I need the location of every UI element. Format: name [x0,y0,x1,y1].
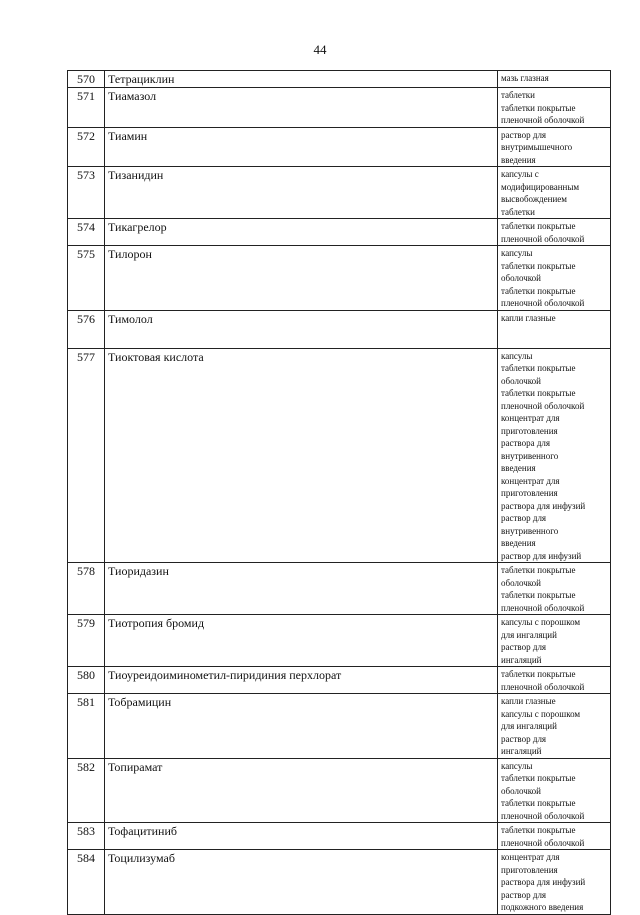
row-number: 584 [68,850,105,915]
dosage-form-line: таблетки [501,90,536,100]
dosage-form-line: введения [501,154,536,165]
dosage-form-line: модифицированным [501,181,580,192]
drug-name: Топирамат [105,758,498,823]
dosage-form-line: приготовления [501,425,558,436]
dosage-form-line: раствор для [501,513,547,523]
dosage-form-line: капсулы с порошком [501,708,581,719]
dosage-form-line: приготовления [501,864,558,875]
row-number: 576 [68,310,105,348]
dosage-form-line: таблетки [501,206,536,217]
drug-name: Тимолол [105,310,498,348]
table-row [68,246,611,311]
dosage-forms [498,71,611,88]
dosage-forms [498,310,611,348]
dosage-form-line: ингаляций [501,654,542,665]
drug-name: Тиоуреидоиминометил-пиридиния перхлорат [105,667,498,694]
row-number: 570 [68,71,105,88]
dosage-form-line: концентрат для [501,852,560,862]
table-row [68,127,611,167]
dosage-form-line: пленочной оболочкой [501,115,585,125]
dosage-form-line: концентрат для [501,475,560,486]
dosage-form-line: таблетки покрытые [501,565,576,575]
dosage-forms [498,167,611,219]
row-number: 579 [68,615,105,667]
dosage-form-line: таблетки покрытые [501,773,576,783]
dosage-form-line: пленочной оболочкой [501,681,585,692]
dosage-forms [498,127,611,167]
dosage-form-line: раствора для инфузий [501,500,586,511]
table-row [68,694,611,759]
table-row [68,71,611,88]
dosage-form-line: мазь глазная [501,73,549,83]
page-number: 44 [313,42,327,57]
dosage-form-line: оболочкой [501,273,541,283]
row-number: 577 [68,348,105,563]
dosage-form-line: раствора для инфузий [501,877,586,887]
dosage-form-line: пленочной оболочкой [501,298,585,308]
dosage-form-line: таблетки покрытые [501,285,576,296]
table-row [68,667,611,694]
row-number: 575 [68,246,105,311]
dosage-form-line: введения [501,463,536,473]
dosage-forms [498,246,611,311]
dosage-form-line: таблетки покрытые [501,388,576,398]
drug-name: Тобрамицин [105,694,498,759]
dosage-forms [498,667,611,694]
dosage-form-line: пленочной оболочкой [501,837,585,848]
row-number: 573 [68,167,105,219]
dosage-form-line: раствор для [501,733,547,744]
drug-name: Тикагрелор [105,219,498,246]
dosage-form-line: капсулы [501,248,533,258]
table-row [68,758,611,823]
drug-name: Тофацитиниб [105,823,498,850]
dosage-form-line: пленочной оболочкой [501,810,585,821]
row-number: 583 [68,823,105,850]
dosage-form-line: оболочкой [501,577,541,588]
dosage-forms [498,219,611,246]
dosage-form-line: таблетки покрытые [501,102,576,113]
dosage-form-line: капсулы [501,350,533,361]
dosage-form-line: приготовления [501,488,558,498]
row-number: 574 [68,219,105,246]
dosage-form-line: высвобождением [501,194,567,204]
dosage-form-line: капли глазные [501,696,556,706]
dosage-form-line: капсулы с [501,169,539,179]
dosage-form-line: введения [501,538,536,548]
dosage-forms [498,88,611,128]
dosage-form-line: внутривенного [501,450,559,461]
table-row [68,310,611,348]
row-number: 571 [68,88,105,128]
drug-name: Тиоридазин [105,563,498,615]
row-number: 581 [68,694,105,759]
dosage-form-line: раствора для [501,438,551,448]
dosage-forms [498,758,611,823]
drug-table [67,70,611,915]
table-row [68,219,611,246]
drug-name: Тиамин [105,127,498,167]
drug-name: Тиоктовая кислота [105,348,498,563]
drug-name: Тизанидин [105,167,498,219]
dosage-form-line: для ингаляций [501,629,557,640]
drug-name: Тилорон [105,246,498,311]
dosage-forms [498,694,611,759]
dosage-form-line: таблетки покрытые [501,221,576,231]
row-number: 572 [68,127,105,167]
dosage-form-line: внутримышечного [501,142,573,152]
dosage-form-line: пленочной оболочкой [501,602,585,613]
dosage-form-line: таблетки покрытые [501,798,576,808]
table-row [68,615,611,667]
row-number: 578 [68,563,105,615]
dosage-form-line: раствор для [501,889,547,900]
dosage-form-line: раствор для инфузий [501,550,582,561]
dosage-form-line: ингаляций [501,746,542,756]
dosage-forms [498,348,611,563]
dosage-form-line: пленочной оболочкой [501,400,585,411]
dosage-form-line: капсулы с порошком [501,617,581,627]
dosage-form-line: оболочкой [501,375,541,386]
table-row [68,167,611,219]
table-row [68,850,611,915]
table-row [68,88,611,128]
table-row [68,348,611,563]
drug-name: Тетрациклин [105,71,498,88]
dosage-form-line: пленочной оболочкой [501,233,585,244]
dosage-form-line: капсулы [501,760,533,771]
dosage-forms [498,563,611,615]
drug-name: Тоцилизумаб [105,850,498,915]
dosage-form-line: таблетки покрытые [501,669,576,679]
dosage-form-line: таблетки покрытые [501,260,576,271]
dosage-form-line: концентрат для [501,413,560,423]
dosage-form-line: таблетки покрытые [501,590,576,600]
row-number: 582 [68,758,105,823]
dosage-forms [498,850,611,915]
dosage-form-line: таблетки покрытые [501,363,576,373]
table-row [68,823,611,850]
dosage-form-line: оболочкой [501,785,541,796]
dosage-form-line: капли глазные [501,312,556,323]
drug-name: Тиотропия бромид [105,615,498,667]
dosage-form-line: подкожного введения [501,902,584,912]
dosage-forms [498,615,611,667]
dosage-form-line: внутривенного [501,525,559,536]
dosage-form-line: для ингаляций [501,721,557,731]
table-row [68,563,611,615]
row-number: 580 [68,667,105,694]
drug-name: Тиамазол [105,88,498,128]
dosage-form-line: раствор для [501,129,547,140]
dosage-form-line: таблетки покрытые [501,825,576,835]
dosage-forms [498,823,611,850]
dosage-form-line: раствор для [501,642,547,652]
